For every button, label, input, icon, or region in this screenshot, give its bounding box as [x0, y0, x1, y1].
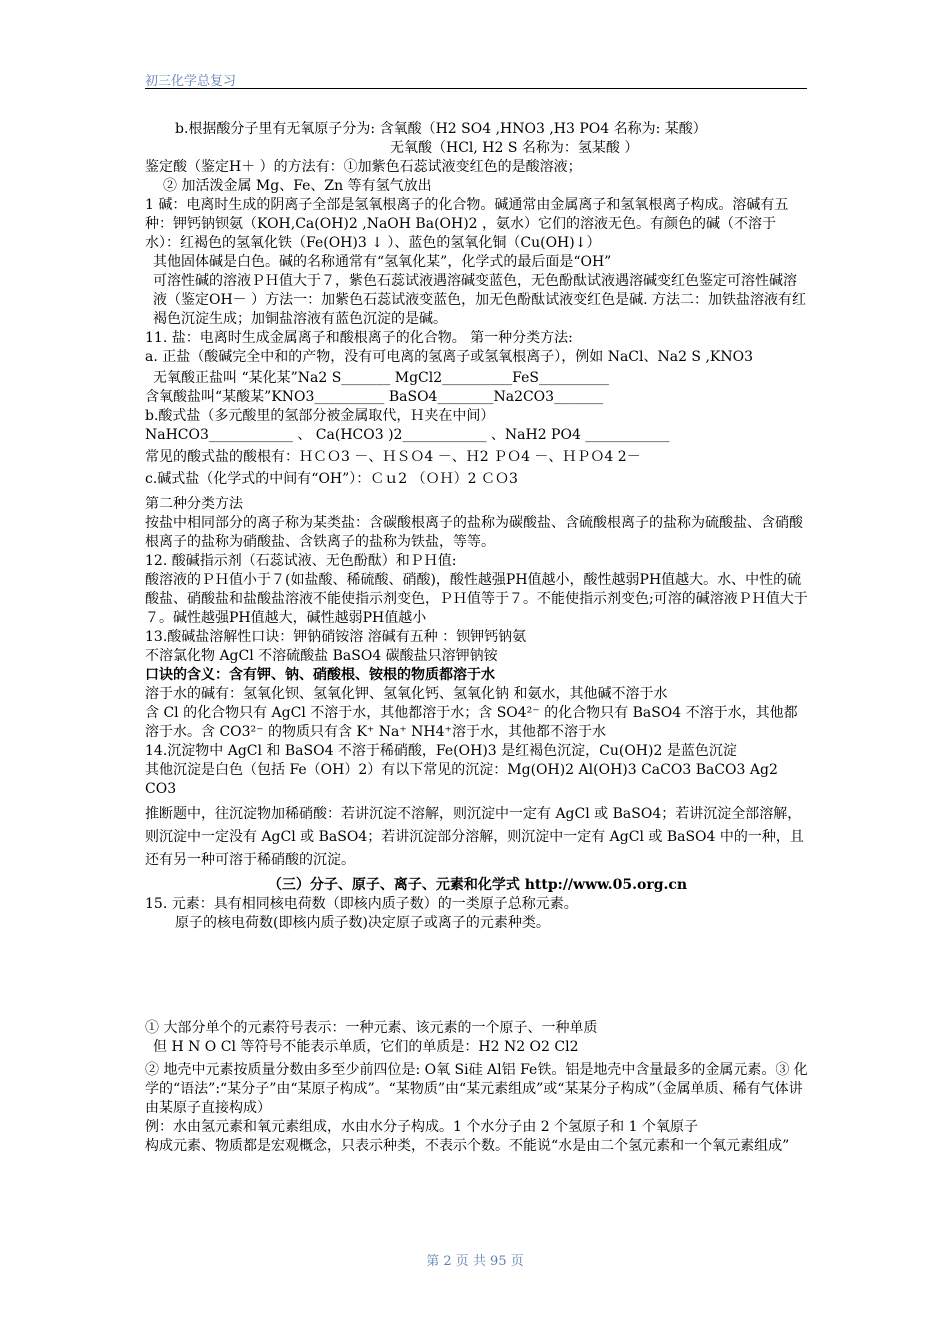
- section-three-title: （三）分子、原子、离子、元素和化学式 http://www.05.org.cn: [267, 877, 688, 893]
- acid-salt-examples: NaHCO3____________ 、 Ca(HCO3 )2____________ 、NaH2 PO4 ____________: [145, 427, 670, 443]
- nonoxy-normal-salt: 无氧酸正盐叫 “某化某”Na2 S_______ MgCl2__________FeS__________: [153, 370, 609, 386]
- page-number: 第 2 页 共 95 页: [426, 1254, 524, 1269]
- second-classification-title: 第二种分类方法: [145, 496, 243, 512]
- element-symbol-meaning: ① 大部分单个的元素符号表示：一种元素、该元素的一个原子、一种单质: [145, 1020, 598, 1036]
- salt-definition: 11. 盐：电离时生成金属离子和酸根离子的化合物。 第一种分类方法:: [145, 330, 573, 346]
- base-ph-test: 可溶性碱的溶液ＰＨ值大于７，紫色石蕊试液遇溶碱变蓝色，无色酚酞试液遇溶碱变红色鉴定可溶性碱溶液（鉴定OH－ ）方法一：加紫色石蕊试液变蓝色，加无色酚酞试液变红色是碱. 方法二：加铁盐溶液有红褐色沉淀生成；加铜盐溶液有蓝色沉淀的是碱。: [153, 273, 807, 327]
- page-header-title: 初三化学总复习: [145, 74, 237, 89]
- normal-salt: a. 正盐（酸碱完全中和的产物，没有可电离的氢离子或氢氧根离子），例如 NaCl、Na2 S ,KNO3: [145, 349, 754, 365]
- soluble-bases: 溶于水的碱有：氢氧化钡、氢氧化钾、氢氧化钙、氢氧化钠 和氨水，其他碱不溶于水: [145, 686, 668, 702]
- document-body: [145, 120, 810, 1156]
- chloride-sulfate-rule: 含 Cl 的化合物只有 AgCl 不溶于水，其他都溶于水；含 SO4²⁻ 的化合物只有 BaSO4 不溶于水，其他都溶于水。含 CO3²⁻ 的物质只有含 K⁺ Na⁺ NH4⁺溶于水，其他都不溶于水: [145, 705, 798, 740]
- acid-salt-radicals: 常见的酸式盐的酸根有：ＨＣＯ3 －、ＨＳＯ4 －、Ｈ2 ＰＯ4 －、ＨＰＯ4 2－: [145, 449, 641, 465]
- crust-elements: ② 地壳中元素按质量分数由多至少前四位是: O氧 Si硅 Al铝 Fe铁。铝是地壳中含量最多的金属元素。③ 化学的“语法”:“某分子”由“某原子构成”。“某物质”由“某元素组成”或“某某分子构成”（金属单质、稀有气体讲由某原子直接构成）: [145, 1062, 808, 1116]
- acid-classification-nonoxy: 无氧酸（HCl, H2 S 名称为：氢某酸 ）: [390, 140, 639, 156]
- base-definition: 1 碱：电离时生成的阴离子全部是氢氧根离子的化合物。碱通常由金属离子和氢氧根离子构成。溶碱有五种：钾钙钠钡氨（KOH,Ca(OH)2 ,NaOH Ba(OH)2 ，氨水）它们的溶液无色。有颜色的碱（不溶于水）：红褐色的氢氧化铁（Fe(OH)3 ↓ ）、蓝色的氢氧化铜（Cu(OH)↓）: [145, 197, 789, 251]
- element-nuclear-charge: 原子的核电荷数(即核内质子数)决定原子或离子的元素种类。: [175, 915, 550, 931]
- insoluble-list: 不溶氯化物 AgCl 不溶硫酸盐 BaSO4 碳酸盐只溶钾钠铵: [145, 648, 498, 664]
- precipitates-nitric: 14.沉淀物中 AgCl 和 BaSO4 不溶于稀硝酸，Fe(OH)3 是红褐色沉淀，Cu(OH)2 是蓝色沉淀: [145, 743, 737, 759]
- white-precipitates: 其他沉淀是白色（包括 Fe（OH）2）有以下常见的沉淀：Mg(OH)2 Al(OH)3 CaCO3 BaCO3 Ag2 CO3: [145, 762, 778, 797]
- oxy-salt: 含氧酸盐叫“某酸某”KNO3__________ BaSO4________Na2CO3_______: [145, 389, 604, 405]
- solubility-rhyme: 13.酸碱盐溶解性口诀：钾钠硝铵溶 溶碱有五种 ：钡钾钙钠氨: [145, 629, 527, 645]
- acid-salt-definition: b.酸式盐（多元酸里的氢部分被金属取代，Ｈ夹在中间）: [145, 408, 495, 424]
- basic-salt: c.碱式盐（化学式的中间有“OH”）：Ｃｕ2 （ＯＨ）2 ＣＯ3: [145, 471, 518, 487]
- blank-area: [145, 933, 810, 1019]
- element-definition: 15. 元素：具有相同核电荷数（即核内质子数）的一类原子总称元素。: [145, 896, 578, 912]
- macro-concept: 构成元素、物质都是宏观概念，只表示种类，不表示个数。不能说“水是由二个氢元素和一个氧元素组成”: [145, 1138, 790, 1154]
- indicator-title: 12. 酸碱指示剂（石蕊试液、无色酚酞）和ＰＨ值:: [145, 553, 457, 569]
- indicator-text: 酸溶液的ＰＨ值小于７(如盐酸、稀硫酸、硝酸)，酸性越强PH值越小，酸性越弱PH值越大。水、中性的硫酸盐、硝酸盐和盐酸盐溶液不能使指示剂变色，ＰＨ值等于７。不能使指示剂变色;可溶的碱溶液ＰＨ值大于７。碱性越强PH值越大，碱性越弱PH值越小: [145, 572, 808, 626]
- second-classification-text: 按盐中相同部分的离子称为某类盐：含碳酸根离子的盐称为碳酸盐、含硫酸根离子的盐称为硫酸盐、含硝酸根离子的盐称为硝酸盐、含铁离子的盐称为铁盐，等等。: [145, 515, 803, 550]
- acid-test-1: 鉴定酸（鉴定H＋ ）的方法有：①加紫色石蕊试液变红色的是酸溶液；: [145, 159, 582, 175]
- acid-test-2: ② 加活泼金属 Mg、Fe、Zn 等有氢气放出: [163, 178, 432, 194]
- acid-classification-oxy: b.根据酸分子里有无氧原子分为: 含氧酸（H2 SO4 ,HNO3 ,H3 PO4 名称为: 某酸）: [175, 121, 707, 137]
- inference-rule: 推断题中，往沉淀物加稀硝酸：若讲沉淀不溶解，则沉淀中一定有 AgCl 或 BaSO4；若讲沉淀全部溶解，则沉淀中一定没有 AgCl 或 BaSO4；若讲沉淀部分溶解，则沉淀中一定有 AgCl 或 BaSO4 中的一种，且还有另一种可溶于稀硝酸的沉淀。: [145, 806, 804, 868]
- element-symbol-exception: 但 H N O Cl 等符号不能表示单质，它们的单质是：H2 N2 O2 Cl2: [153, 1039, 579, 1055]
- header-rule: [145, 88, 807, 89]
- water-example: 例：水由氢元素和氧元素组成，水由水分子构成。1 个水分子由 2 个氢原子和 1 个氧原子: [145, 1119, 698, 1135]
- base-solid-color: 其他固体碱是白色。碱的名称通常有“氢氧化某”，化学式的最后面是“OH”: [153, 254, 612, 270]
- rhyme-meaning: 口诀的含义：含有钾、钠、硝酸根、铵根的物质都溶于水: [145, 667, 495, 683]
